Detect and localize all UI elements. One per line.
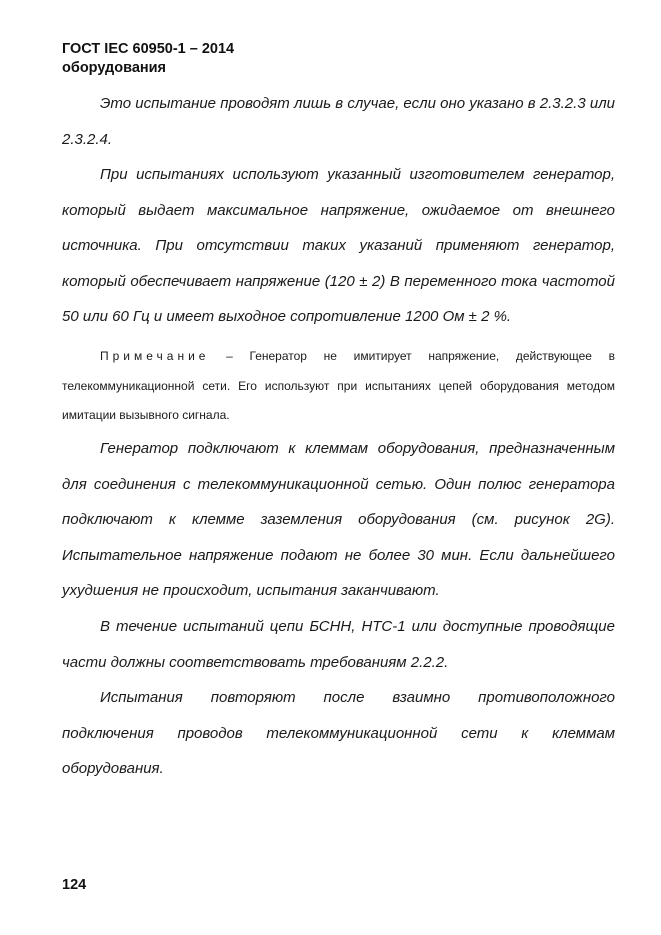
paragraph-repeat-test: Испытания повторяют после взаимно противоположного подключения проводов телекоммуникационной сети к клеммам оборудования.	[62, 689, 615, 777]
note-block	[62, 342, 615, 431]
paragraph-generator-spec: При испытаниях используют указанный изготовителем генератор, который выдает максимальное напряжение, ожидаемое от внешнего источника. При отсутствии таких указаний применяют генератор, который обеспечивает напряжение (120 ± 2) В переменного тока частотой 50 или 60 Гц и имеет выходное сопротивление 1200 Ом ± 2 %.	[62, 166, 615, 325]
note-label: Примечание	[100, 349, 210, 363]
standard-title: ГОСТ IEC 60950-1 – 2014	[62, 41, 235, 57]
document-header	[62, 40, 234, 78]
paragraph-requirements: В течение испытаний цепи БСНН, НТС-1 или доступные проводящие части должны соответствовать требованиям 2.2.2.	[62, 618, 615, 671]
paragraph-generator-connection: Генератор подключают к клеммам оборудования, предназначенным для соединения с телекоммуникационной сетью. Один полюс генератора подключают к клемме заземления оборудования (см. рисунок 2G). Испытательное напряжение подают не более 30 мин. Если дальнейшего ухудшения не происходит, испытания заканчивают.	[62, 440, 615, 599]
page-number: 124	[62, 877, 87, 893]
paragraph-test-condition: Это испытание проводят лишь в случае, если оно указано в 2.3.2.3 или 2.3.2.4.	[62, 95, 615, 148]
note-text: – Генератор не имитирует напряжение, действующее в телекоммуникационной сети. Его используют при испытаниях цепей оборудования методом имитации вызывного сигнала.	[62, 349, 616, 422]
header-subtitle: оборудования	[62, 60, 167, 76]
